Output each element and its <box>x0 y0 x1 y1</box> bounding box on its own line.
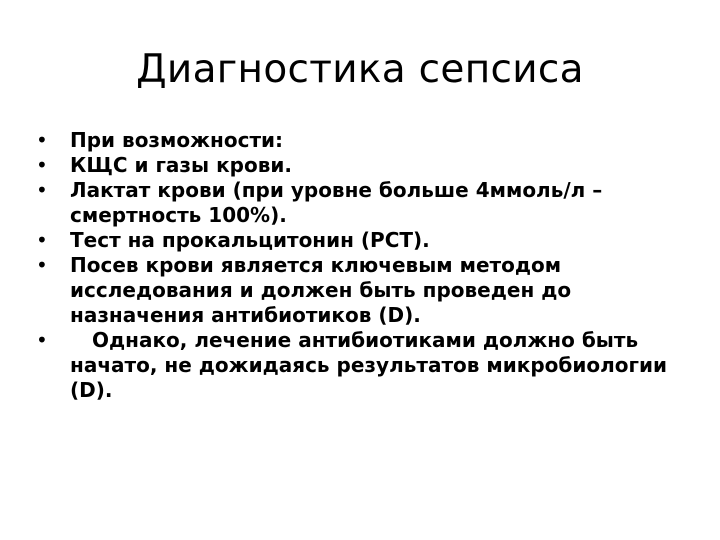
bullet-text: Лактат крови (при уровне больше 4ммоль/л – смертность 100%). <box>70 178 603 227</box>
bullet-list <box>36 128 696 403</box>
bullet-text: При возможности: <box>70 128 284 152</box>
bullet-icon: • <box>36 253 48 277</box>
bullet-icon: • <box>36 128 48 152</box>
bullet-icon: • <box>36 178 48 202</box>
bullet-icon: • <box>36 328 48 352</box>
bullet-text: Однако, лечение антибиотиками должно быть начато, не дожидаясь результатов микробиологии (D). <box>70 328 667 402</box>
bullet-text: Посев крови является ключевым методом исследования и должен быть проведен до назначения антибиотиков (D). <box>70 253 572 327</box>
bullet-icon: • <box>36 228 48 252</box>
list-item <box>36 253 696 328</box>
list-item <box>36 128 696 153</box>
list-item <box>36 153 696 178</box>
bullet-text: Тест на прокальцитонин (PCT). <box>70 228 430 252</box>
bullet-text: КЩС и газы крови. <box>70 153 292 177</box>
list-item <box>36 228 696 253</box>
list-item <box>36 328 696 403</box>
slide-title: Диагностика сепсиса <box>136 47 584 92</box>
list-item <box>36 178 696 228</box>
bullet-icon: • <box>36 153 48 177</box>
